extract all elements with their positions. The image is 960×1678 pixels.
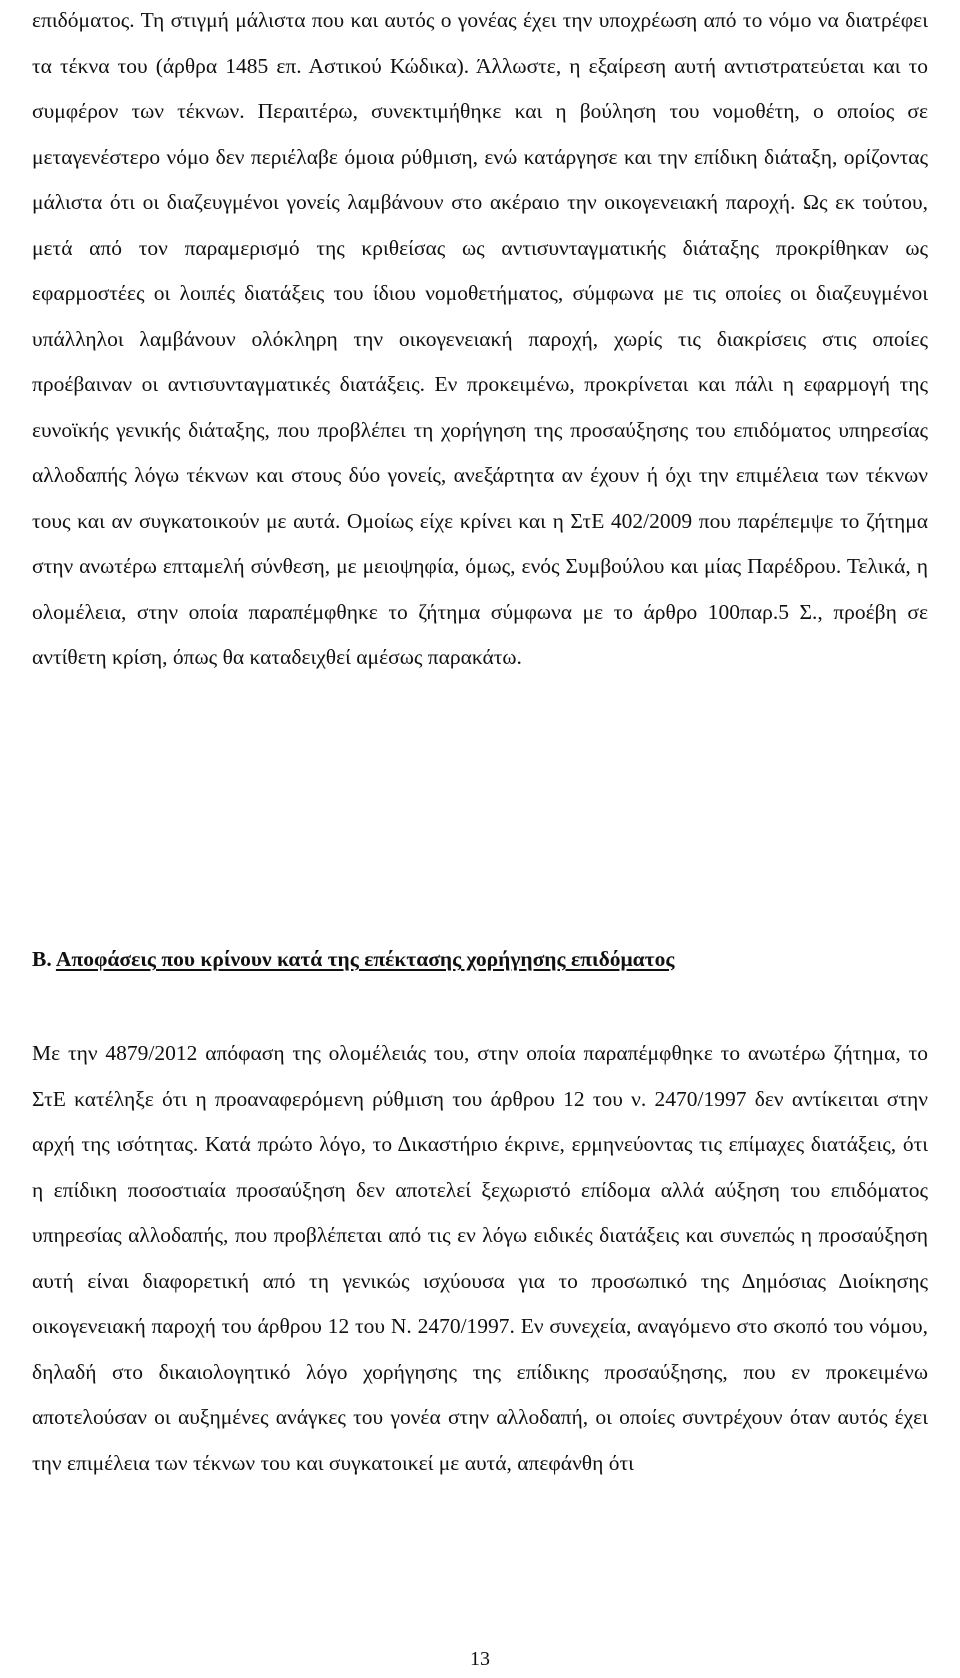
- section-heading: [32, 944, 928, 974]
- section-heading-prefix: Β.: [32, 947, 56, 971]
- body-paragraph-1: επιδόματος. Τη στιγμή μάλιστα που και αυτός ο γονέας έχει την υποχρέωση από το νόμο να διατρέφει τα τέκνα του (άρθρα 1485 επ. Αστικού Κώδικα). Άλλωστε, η εξαίρεση αυτή αντιστρατεύεται και το συμφέρον των τέκνων. Περαιτέρω, συνεκτιμήθηκε και η βούληση του νομοθέτη, ο οποίος σε μεταγενέστερο νόμο δεν περιέλαβε όμοια ρύθμιση, ενώ κατάργησε και την επίδικη διάταξη, ορίζοντας μάλιστα ότι οι διαζευγμένοι γονείς λαμβάνουν στο ακέραιο την οικογενειακή παροχή. Ως εκ τούτου, μετά από τον παραμερισμό της κριθείσας ως αντισυνταγματικής διάταξης προκρίθηκαν ως εφαρμοστέες οι λοιπές διατάξεις του ίδιου νομοθετήματος, σύμφωνα με τις οποίες οι διαζευγμένοι υπάλληλοι λαμβάνουν ολόκληρη την οικογενειακή παροχή, χωρίς τις διακρίσεις στις οποίες προέβαιναν οι αντισυνταγματικές διατάξεις. Εν προκειμένω, προκρίνεται και πάλι η εφαρμογή της ευνοϊκής γενικής διάταξης, που προβλέπει τη χορήγηση της προσαύξησης του επιδόματος υπηρεσίας αλλοδαπής λόγω τέκνων και στους δύο γονείς, ανεξάρτητα αν έχουν ή όχι την επιμέλεια των τέκνων τους και αν συγκατοικούν με αυτά. Ομοίως είχε κρίνει και η ΣτΕ 402/2009 που παρέπεμψε το ζήτημα στην ανωτέρω επταμελή σύνθεση, με μειοψηφία, όμως, ενός Συμβούλου και μίας Παρέδρου. Τελικά, η ολομέλεια, στην οποία παραπέμφθηκε το ζήτημα σύμφωνα με το άρθρο 100παρ.5 Σ., προέβη σε αντίθετη κρίση, όπως θα καταδειχθεί αμέσως παρακάτω.: [32, 8, 928, 669]
- section-heading-text: Αποφάσεις που κρίνουν κατά της επέκτασης χορήγησης επιδόματος: [55, 947, 675, 971]
- body-paragraph-2: Με την 4879/2012 απόφαση της ολομέλειάς του, στην οποία παραπέμφθηκε το ανωτέρω ζήτημα, το ΣτΕ κατέληξε ότι η προαναφερόμενη ρύθμιση του άρθρου 12 του ν. 2470/1997 δεν αντίκειται στην αρχή της ισότητας. Κατά πρώτο λόγο, το Δικαστήριο έκρινε, ερμηνεύοντας τις επίμαχες διατάξεις, ότι η επίδικη ποσοστιαία προσαύξηση δεν αποτελεί ξεχωριστό επίδομα αλλά αύξηση του επιδόματος υπηρεσίας αλλοδαπής, που προβλέπεται από τις εν λόγω ειδικές διατάξεις και συνεπώς η προσαύξηση αυτή είναι διαφορετική από τη γενικώς ισχύουσα για το προσωπικό της Δημόσιας Διοίκησης οικογενειακή παροχή του άρθρου 12 του Ν. 2470/1997. Εν συνεχεία, αναγόμενο στο σκοπό του νόμου, δηλαδή στο δικαιολογητικό λόγο χορήγησης της επίδικης προσαύξησης, που εν προκειμένω αποτελούσαν οι αυξημένες ανάγκες του γονέα στην αλλοδαπή, οι οποίες συντρέχουν όταν αυτός έχει την επιμέλεια των τέκνων του και συγκατοικεί με αυτά, απεφάνθη ότι: [32, 1041, 928, 1475]
- page-number: 13: [470, 1648, 490, 1670]
